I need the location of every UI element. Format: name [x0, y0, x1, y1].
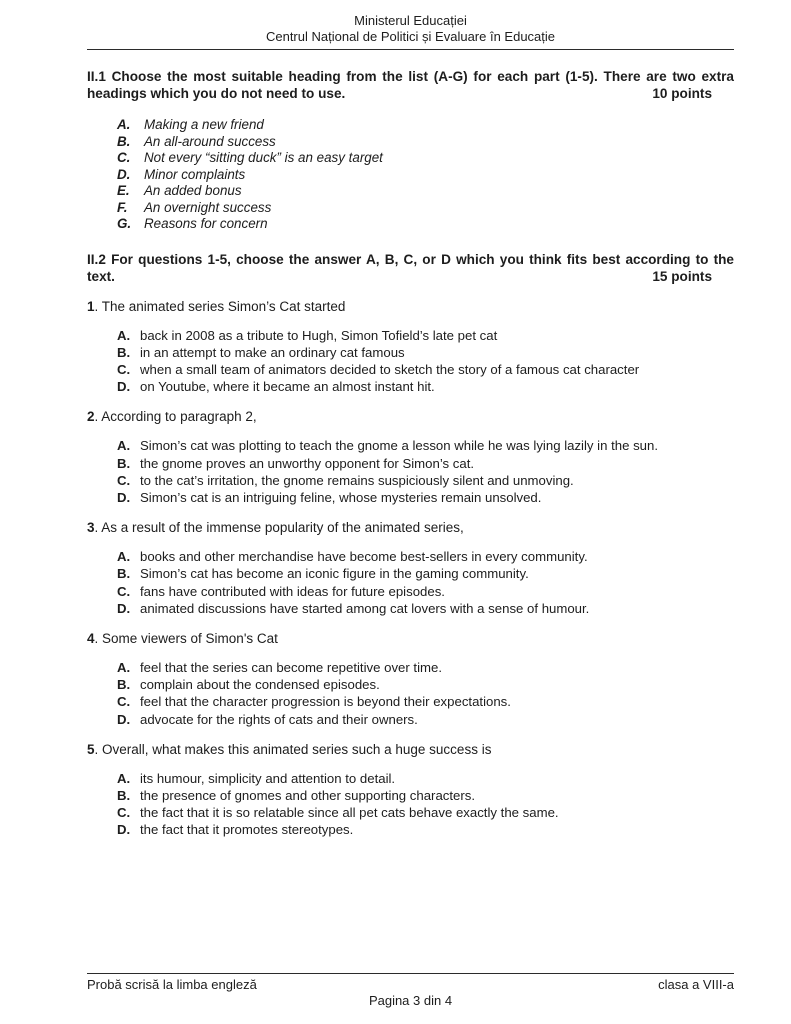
question-text: . Overall, what makes this animated series such a huge success is [94, 741, 492, 757]
question-text: . According to paragraph 2, [94, 409, 257, 425]
question-stem [87, 630, 734, 647]
option-text: the gnome proves an unworthy opponent for Simon’s cat. [140, 455, 475, 471]
option-text: the fact that it is so relatable since all pet cats behave exactly the same. [140, 805, 559, 821]
section-ii1-points: 10 points [652, 86, 712, 101]
option-text: complain about the condensed episodes. [140, 677, 380, 693]
option-text: the presence of gnomes and other supporting characters. [140, 787, 476, 803]
question-4 [87, 630, 734, 728]
option-text: Simon’s cat is an intriguing feline, whose mysteries remain unsolved. [140, 489, 542, 505]
option-a [117, 770, 734, 787]
option-text: Simon’s cat has become an iconic figure in the gaming community. [140, 566, 529, 582]
heading-text: Making a new friend [144, 117, 264, 132]
option-text: Simon’s cat was plotting to teach the gnome a lesson while he was lying lazily in the sun. [140, 438, 659, 454]
section-ii2-instruction [87, 251, 734, 285]
heading-text: Reasons for concern [144, 216, 268, 231]
option-text: feel that the character progression is beyond their expectations. [140, 694, 511, 710]
question-2 [87, 408, 734, 506]
option-letter: D. [117, 822, 131, 838]
heading-text: An overnight success [144, 199, 272, 215]
question-text: . Some viewers of Simon's Cat [94, 630, 278, 646]
heading-item-e [117, 183, 734, 200]
option-d [117, 821, 734, 838]
options-list [117, 327, 734, 396]
question-5 [87, 741, 734, 839]
option-text: books and other merchandise have become best-sellers in every community. [140, 549, 588, 565]
heading-letter: G. [117, 216, 132, 231]
footer-exam-name: Probă scrisă la limba engleză [87, 977, 257, 992]
option-letter: A. [117, 327, 131, 343]
option-a [117, 327, 734, 344]
document-header [87, 13, 734, 50]
option-text: feel that the series can become repetitive over time. [140, 659, 442, 675]
option-letter: A. [117, 438, 131, 454]
document-footer [87, 973, 734, 1009]
option-a [117, 548, 734, 565]
question-text: . The animated series Simon’s Cat started [94, 298, 346, 314]
option-c [117, 361, 734, 378]
option-c [117, 472, 734, 489]
option-letter: D. [117, 711, 131, 727]
option-text: advocate for the rights of cats and their owners. [140, 711, 418, 727]
option-letter: C. [117, 805, 131, 821]
heading-text: Not every “sitting duck” is an easy target [144, 150, 383, 165]
section-ii1-text: II.1 Choose the most suitable heading from the list (A-G) for each part (1-5). There are two extra headings which you do not need to use. [87, 69, 734, 101]
option-d [117, 378, 734, 395]
option-text: its humour, simplicity and attention to detail. [140, 770, 396, 786]
option-letter: B. [117, 677, 131, 693]
options-list [117, 659, 734, 728]
option-text: when a small team of animators decided to sketch the story of a famous cat character [140, 361, 640, 377]
option-d [117, 711, 734, 728]
option-c [117, 804, 734, 821]
heading-letter: C. [117, 150, 131, 165]
option-b [117, 565, 734, 582]
option-letter: D. [117, 489, 131, 505]
question-1 [87, 298, 734, 396]
heading-item-a [117, 117, 734, 134]
option-b [117, 344, 734, 361]
section-ii1-instruction [87, 68, 734, 102]
question-stem [87, 519, 734, 536]
option-a [117, 659, 734, 676]
option-letter: B. [117, 787, 131, 803]
option-text: fans have contributed with ideas for future episodes. [140, 583, 445, 599]
option-letter: B. [117, 344, 131, 360]
heading-letter: E. [117, 183, 130, 198]
heading-text: An added bonus [144, 183, 242, 198]
options-list [117, 437, 734, 506]
heading-item-f [117, 200, 734, 217]
option-a [117, 437, 734, 454]
option-d [117, 600, 734, 617]
footer-page-number: Pagina 3 din 4 [368, 993, 453, 1008]
option-text: in an attempt to make an ordinary cat famous [140, 344, 405, 360]
option-c [117, 583, 734, 600]
option-c [117, 693, 734, 710]
heading-letter: D. [117, 166, 131, 182]
center-title: Centrul Național de Politici și Evaluare în Educație [265, 28, 556, 44]
option-letter: C. [117, 472, 131, 488]
question-number: 1 [87, 298, 95, 314]
option-b [117, 676, 734, 693]
option-text: on Youtube, where it became an almost instant hit. [140, 379, 435, 395]
question-stem [87, 298, 734, 315]
question-stem [87, 408, 734, 425]
heading-item-d [117, 167, 734, 184]
option-letter: A. [117, 549, 131, 565]
question-number: 5 [87, 741, 95, 757]
option-letter: A. [117, 659, 131, 675]
heading-letter: A. [117, 117, 131, 132]
question-number: 2 [87, 409, 95, 425]
option-b [117, 787, 734, 804]
heading-item-b [117, 134, 734, 151]
question-number: 3 [87, 520, 95, 536]
question-number: 4 [87, 630, 95, 646]
option-text: back in 2008 as a tribute to Hugh, Simon Tofield’s late pet cat [140, 327, 498, 343]
section-ii2-points: 15 points [652, 268, 712, 284]
ministry-title: Ministerul Educației [354, 13, 467, 28]
heading-item-g [117, 216, 734, 233]
heading-letter: F. [117, 199, 128, 215]
option-b [117, 455, 734, 472]
option-letter: B. [117, 566, 131, 582]
heading-item-c [117, 150, 734, 167]
question-stem [87, 741, 734, 758]
section-ii2-text: II.2 For questions 1-5, choose the answer A, B, C, or D which you think fits best according to the text. [87, 251, 734, 284]
question-3 [87, 519, 734, 617]
option-d [117, 489, 734, 506]
heading-letter: B. [117, 133, 131, 149]
footer-row [87, 977, 734, 993]
option-text: the fact that it promotes stereotypes. [140, 822, 354, 838]
option-text: to the cat’s irritation, the gnome remains suspiciously silent and unmoving. [140, 472, 574, 488]
option-letter: A. [117, 770, 131, 786]
options-list [117, 548, 734, 617]
footer-class: clasa a VIII-a [658, 977, 734, 992]
option-letter: B. [117, 455, 131, 471]
option-text: animated discussions have started among cat lovers with a sense of humour. [140, 600, 590, 616]
question-text: . As a result of the immense popularity of the animated series, [94, 520, 464, 536]
option-letter: C. [117, 583, 131, 599]
headings-list [117, 117, 734, 233]
option-letter: D. [117, 600, 131, 616]
heading-text: An all-around success [144, 133, 276, 149]
heading-text: Minor complaints [144, 166, 246, 182]
options-list [117, 770, 734, 839]
option-letter: C. [117, 361, 131, 377]
option-letter: D. [117, 379, 131, 395]
option-letter: C. [117, 694, 131, 710]
